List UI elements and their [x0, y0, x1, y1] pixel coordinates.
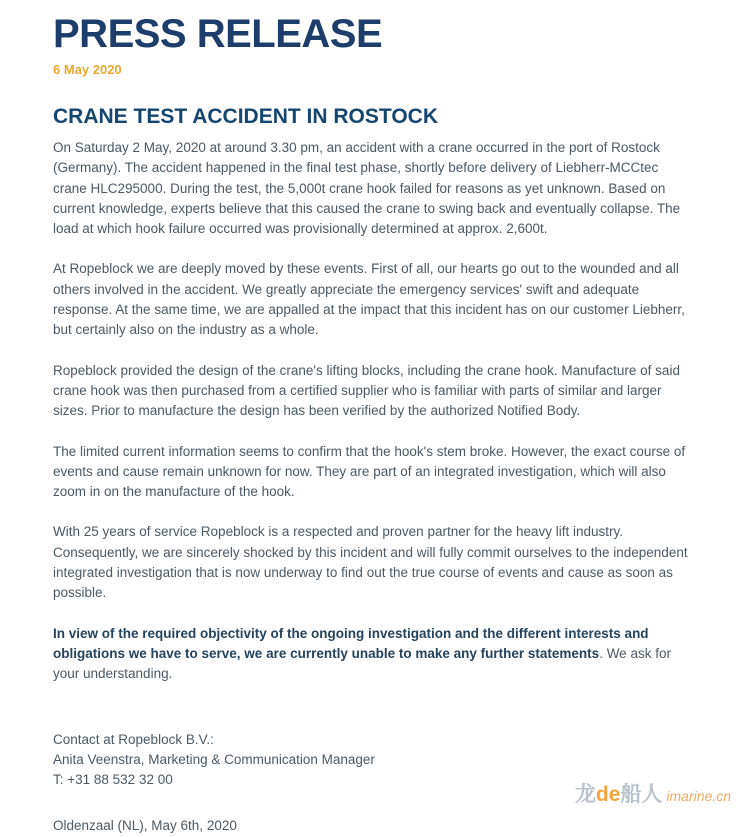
imarine-watermark-logo — [575, 778, 731, 808]
contact-phone: T: +31 88 532 32 00 — [53, 772, 173, 788]
paragraph-accident-description: On Saturday 2 May, 2020 at around 3.30 pm, an accident with a crane occurred in the port of Rostock (Germany). The accident happened in the final test phase, shortly before delivery of Liebherr-MCCtec crane HLC295000. During the test, the 5,000t crane hook failed for reasons as yet unknown. Based on current knowledge, experts believe that this caused the crane to swing back and eventually collapse. The load at which hook failure occurred was provisionally determined at approx. 2,600t. — [53, 140, 681, 237]
watermark-latin-de: de — [595, 783, 621, 806]
contact-person: Anita Veenstra, Marketing & Communication Manager — [53, 751, 375, 767]
closing-statement-regular: . We ask for your understanding. — [53, 645, 671, 682]
paragraph-investigation-status: The limited current information seems to confirm that the hook's stem broke. However, the exact course of events and cause remain unknown for now. They are part of an integrated investigation, which will also zoom in on the manufacture of the hook. — [53, 443, 686, 500]
paragraph-design-manufacture: Ropeblock provided the design of the crane's lifting blocks, including the crane hook. Manufacture of said crane hook was then purchased from a certified supplier who is familiar with parts of similar and larger sizes. Prior to manufacture the design has been verified by the authorized Notified Body. — [53, 362, 680, 419]
press-release-title: PRESS RELEASE — [53, 12, 383, 56]
article-heading: CRANE TEST ACCIDENT IN ROSTOCK — [53, 105, 439, 128]
press-release-page — [53, 0, 691, 837]
press-release-date: 6 May 2020 — [53, 62, 122, 77]
watermark-cn-char-long: 龙 — [574, 783, 596, 806]
paragraph-company-response: At Ropeblock we are deeply moved by these events. First of all, our hearts go out to the wounded and all others involved in the accident. We greatly appreciate the emergency services' swift and adequate response. At the same time, we are appalled at the impact that this incident has on our customer Liebherr, but certainly also on the industry as a whole. — [53, 261, 685, 338]
contact-header: Contact at Ropeblock B.V.: — [53, 731, 214, 747]
closing-statement-bold: In view of the required objectivity of the ongoing investigation and the different interests and obligations we have to serve, we are currently unable to make any further statements — [53, 625, 649, 661]
watermark-domain-text: imarine.cn — [666, 788, 731, 804]
paragraph-closing-statement — [53, 624, 691, 685]
paragraph-company-commitment: With 25 years of service Ropeblock is a respected and proven partner for the heavy lift industry. Consequently, we are sincerely shocked by this incident and will fully commit ourselves to the independent integrated investigation that is now underway to find out the true course of events and cause as soon as possible. — [53, 524, 688, 601]
dateline: Oldenzaal (NL), May 6th, 2020 — [53, 818, 237, 834]
watermark-cn-chars-boatperson: 船人 — [620, 783, 663, 806]
